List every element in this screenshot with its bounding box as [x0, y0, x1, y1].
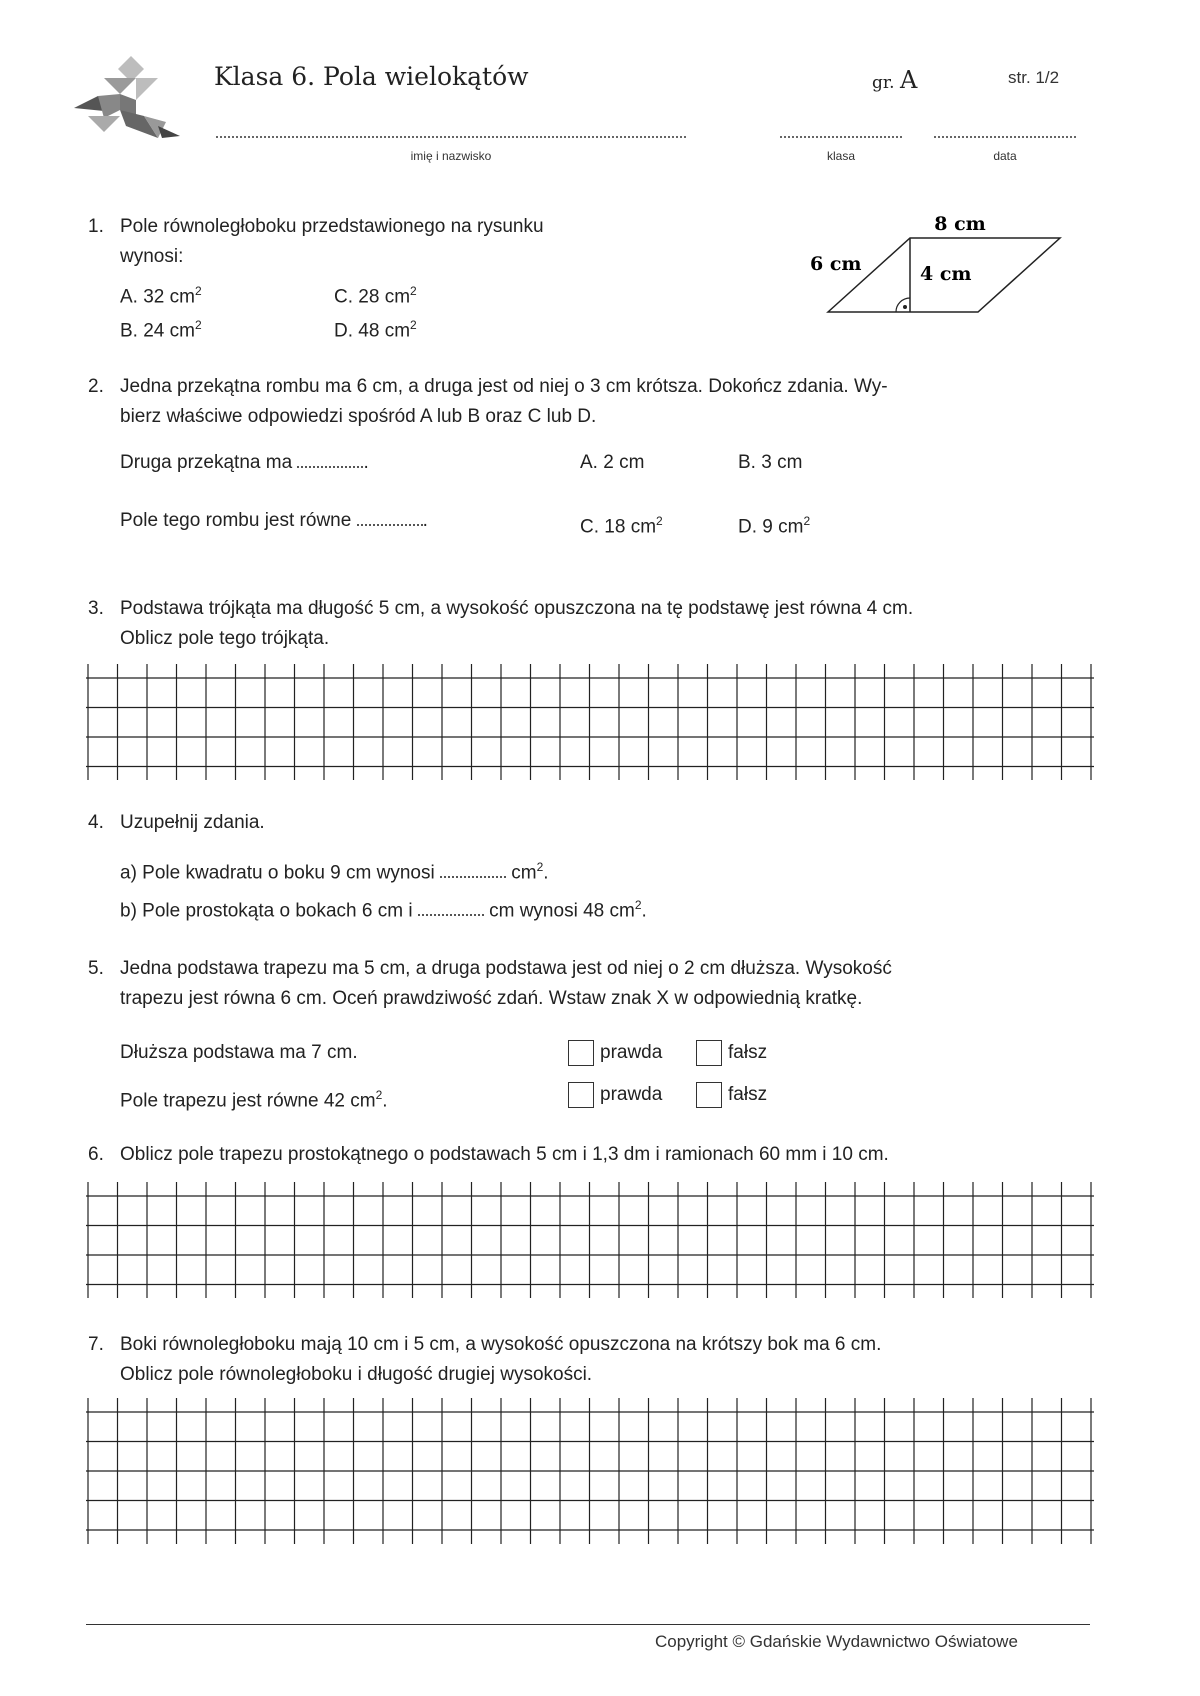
q5-statement-1-true-checkbox[interactable] — [568, 1040, 594, 1066]
question-7-text-line1: Boki równoległoboku mają 10 cm i 5 cm, a wysokość opuszczona na krótszy bok ma 6 cm. — [120, 1334, 882, 1355]
group-label: gr. — [872, 73, 895, 93]
label-top-side: 8 cm — [934, 213, 986, 235]
date-field-label: data — [993, 149, 1017, 163]
question-5-text-line1: Jedna podstawa trapezu ma 5 cm, a druga podstawa jest od niej o 2 cm dłuższa. Wysokość — [120, 958, 892, 979]
question-6-number: 6. — [88, 1144, 104, 1165]
q5-statement-2-false-checkbox[interactable] — [696, 1082, 722, 1108]
page-number: str. 1/2 — [1008, 68, 1060, 87]
q1-option-a[interactable]: A. 32 $cm^2$ — [120, 284, 202, 308]
q2-option-c[interactable]: C. 18 $cm^2$ — [580, 514, 663, 538]
q5-statement-2: Pole trapezu jest równe 42 $cm^2$. — [120, 1088, 388, 1112]
question-1-number: 1. — [88, 216, 104, 237]
q5-statement-1-false-checkbox[interactable] — [696, 1040, 722, 1066]
q2-sentence-1: Druga przekątna ma . — [120, 448, 369, 478]
question-2-text-line1: Jedna przekątna rombu ma 6 cm, a druga jest od niej o 3 cm krótsza. Dokończ zdania. Wy- — [120, 376, 888, 397]
q2-option-d[interactable]: D. 9 $cm^2$ — [738, 514, 811, 538]
q5-statement-2-false[interactable]: fałsz — [696, 1080, 767, 1110]
question-2-number: 2. — [88, 376, 104, 397]
class-field[interactable] — [780, 136, 902, 138]
question-5-number: 5. — [88, 958, 104, 979]
answer-grid-q3[interactable] — [86, 664, 1094, 780]
label-height: 4 cm — [920, 263, 972, 285]
question-6-text: Oblicz pole trapezu prostokątnego o podstawach 5 cm i 1,3 dm i ramionach 60 mm i 10 cm. — [120, 1144, 889, 1165]
group-indicator — [872, 66, 917, 94]
q2-sentence-2: Pole tego rombu jest równe . — [120, 506, 428, 536]
page-title: Klasa 6. Pola wielokątów — [214, 62, 529, 91]
question-7-text-line2: Oblicz pole równoległoboku i długość drugiej wysokości. — [120, 1364, 593, 1385]
q1-option-b[interactable]: B. 24 $cm^2$ — [120, 318, 202, 342]
q5-statement-1-false[interactable]: fałsz — [696, 1038, 767, 1068]
question-3-text-line2: Oblicz pole tego trójkąta. — [120, 628, 330, 649]
class-field-label: klasa — [826, 149, 855, 163]
q2-option-b[interactable]: B. 3 cm — [738, 452, 803, 473]
q1-option-d[interactable]: D. 48 $cm^2$ — [334, 318, 417, 342]
label-slanted-side: 6 cm — [810, 253, 862, 275]
question-1-text-line2: wynosi: — [120, 246, 184, 267]
q4-sentence-a: a) Pole kwadratu o boku 9 cm wynosi $cm^2$. — [120, 860, 549, 884]
parallelogram-figure — [810, 210, 1070, 320]
question-2-text-line2: bierz właściwe odpowiedzi spośród A lub B oraz C lub D. — [120, 406, 597, 427]
q4-blank-b[interactable] — [418, 896, 484, 916]
copyright-notice: Copyright © Gdańskie Wydawnictwo Oświatowe — [655, 1632, 1018, 1651]
date-field[interactable] — [934, 136, 1076, 138]
answer-grid-q7[interactable] — [86, 1398, 1094, 1544]
question-4-number: 4. — [88, 812, 104, 833]
question-5-text-line2: trapezu jest równa 6 cm. Oceń prawdziwość zdań. Wstaw znak X w odpowiednią kratkę. — [120, 988, 863, 1009]
q5-statement-2-true-checkbox[interactable] — [568, 1082, 594, 1108]
q5-statement-2-true[interactable]: prawda — [568, 1080, 662, 1110]
question-3-number: 3. — [88, 598, 104, 619]
q5-statement-1: Dłuższa podstawa ma 7 cm. — [120, 1042, 358, 1063]
answer-grid-q6[interactable] — [86, 1182, 1094, 1298]
name-field[interactable] — [216, 136, 686, 138]
q4-sentence-b: b) Pole prostokąta o bokach 6 cm i cm wynosi 48 $cm^2$. — [120, 898, 647, 922]
question-1-text-line1: Pole równoległoboku przedstawionego na rysunku — [120, 216, 544, 237]
q5-statement-1-true[interactable]: prawda — [568, 1038, 662, 1068]
question-4-text: Uzupełnij zdania. — [120, 812, 265, 833]
group-value: A — [899, 66, 918, 94]
question-7-number: 7. — [88, 1334, 104, 1355]
q4-blank-a[interactable] — [440, 858, 506, 878]
publisher-logo-icon — [74, 56, 184, 148]
q2-blank-2[interactable] — [357, 506, 423, 526]
q1-option-c[interactable]: C. 28 $cm^2$ — [334, 284, 417, 308]
footer-divider — [86, 1624, 1090, 1625]
q2-blank-1[interactable] — [297, 448, 363, 468]
question-3-text-line1: Podstawa trójkąta ma długość 5 cm, a wysokość opuszczona na tę podstawę jest równa 4 cm. — [120, 598, 914, 619]
name-field-label: imię i nazwisko — [410, 149, 492, 163]
q2-option-a[interactable]: A. 2 cm — [580, 452, 645, 473]
